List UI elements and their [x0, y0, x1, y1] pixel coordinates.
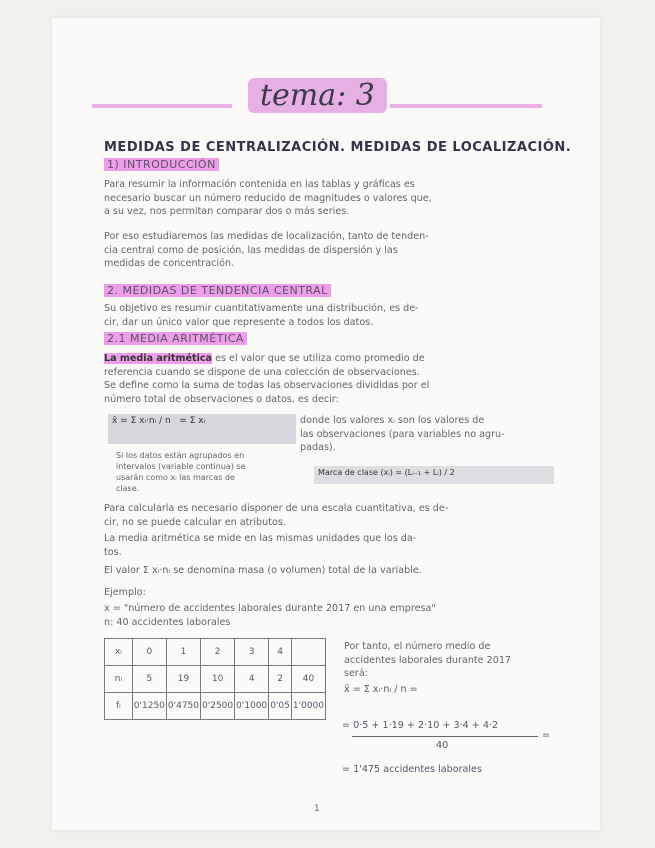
ungrouped-note: donde los valores xᵢ son los valores de las observaciones (para variables no agru- padas).: [300, 415, 505, 453]
central-tendency-paragraph: Su objetivo es resumir cuantitativamente una distribución, es de- cir, dar un único valor que represente a todos los datos.: [104, 303, 419, 328]
mean-definition-paragraph: La media aritmética es el valor que se utiliza como promedio de referencia cuando se dispone de una colección de observaciones. Se define como la suma de todas las observaciones divididas por el número total de observaciones o datos, es decir:: [104, 353, 430, 405]
notebook-page: [52, 18, 600, 830]
page-number: 1: [314, 804, 320, 814]
example-conclusion-text: Por tanto, el número medio de accidentes laborales durante 2017 será:: [344, 641, 512, 679]
intro-paragraph-1: Para resumir la información contenida en las tablas y gráficas es necesario buscar un número reducido de magnitudes o valores que, a su vez, nos permitan comparar dos o más series.: [104, 179, 432, 217]
table-row: fᵢ 0'1250 0'4750 0'2500 0'1000 0'05 1'0000: [105, 693, 326, 720]
title-banner: [52, 76, 600, 136]
mass-paragraph: El valor Σ xᵢ·nᵢ se denomina masa (o volumen) total de la variable.: [104, 565, 422, 576]
equals-sign: =: [542, 730, 551, 741]
class-mark-formula: Marca de clase (xᵢ) = (Lᵢ₋₁ + Lᵢ) / 2: [314, 466, 554, 484]
subtitle: MEDIDAS DE CENTRALIZACIÓN. MEDIDAS DE LOCALIZACIÓN.: [104, 140, 572, 155]
page-title: tema: 3: [248, 78, 387, 113]
section-heading-arithmetic-mean: 2.1 MEDIA ARITMÉTICA: [104, 332, 247, 345]
table-row: xᵢ 0 1 2 3 4: [105, 639, 326, 666]
table-row: nᵢ 5 19 10 4 2 40: [105, 666, 326, 693]
example-variable: x = "número de accidentes laborales durante 2017 en una empresa": [104, 603, 436, 614]
quantitative-scale-paragraph: Para calcularla es necesario disponer de una escala cuantitativa, es de- cir, no se puede calcular en atributos.: [104, 503, 449, 528]
mean-formula: x̄ = Σ xᵢ·nᵢ / n = Σ xᵢ: [108, 414, 296, 444]
intro-paragraph-2: Por eso estudiaremos las medidas de localización, tanto de tenden- cia central como de posición, las medidas de dispersión y las medidas de concentración.: [104, 231, 429, 269]
example-total: n: 40 accidentes laborales: [104, 617, 231, 628]
section-heading-central-tendency: 2. MEDIDAS DE TENDENCIA CENTRAL: [104, 284, 331, 297]
grouped-note: Si los datos están agrupados en intervalos (variable continua) se usarán como xᵢ las marcas de clase.: [116, 451, 246, 493]
example-denominator: 40: [436, 740, 449, 751]
example-label: Ejemplo:: [104, 587, 146, 598]
frequency-table: [104, 638, 326, 720]
example-mean-formula: x̄ = Σ xᵢ·nᵢ / n =: [344, 684, 418, 695]
section-heading-intro: 1) INTRODUCCIÓN: [104, 158, 219, 171]
units-paragraph: La media aritmética se mide en las mismas unidades que los da- tos.: [104, 533, 417, 558]
example-numerator: = 0·5 + 1·19 + 2·10 + 3·4 + 4·2: [342, 720, 499, 731]
fraction-bar: [352, 736, 538, 737]
example-result: = 1'475 accidentes laborales: [342, 764, 482, 775]
